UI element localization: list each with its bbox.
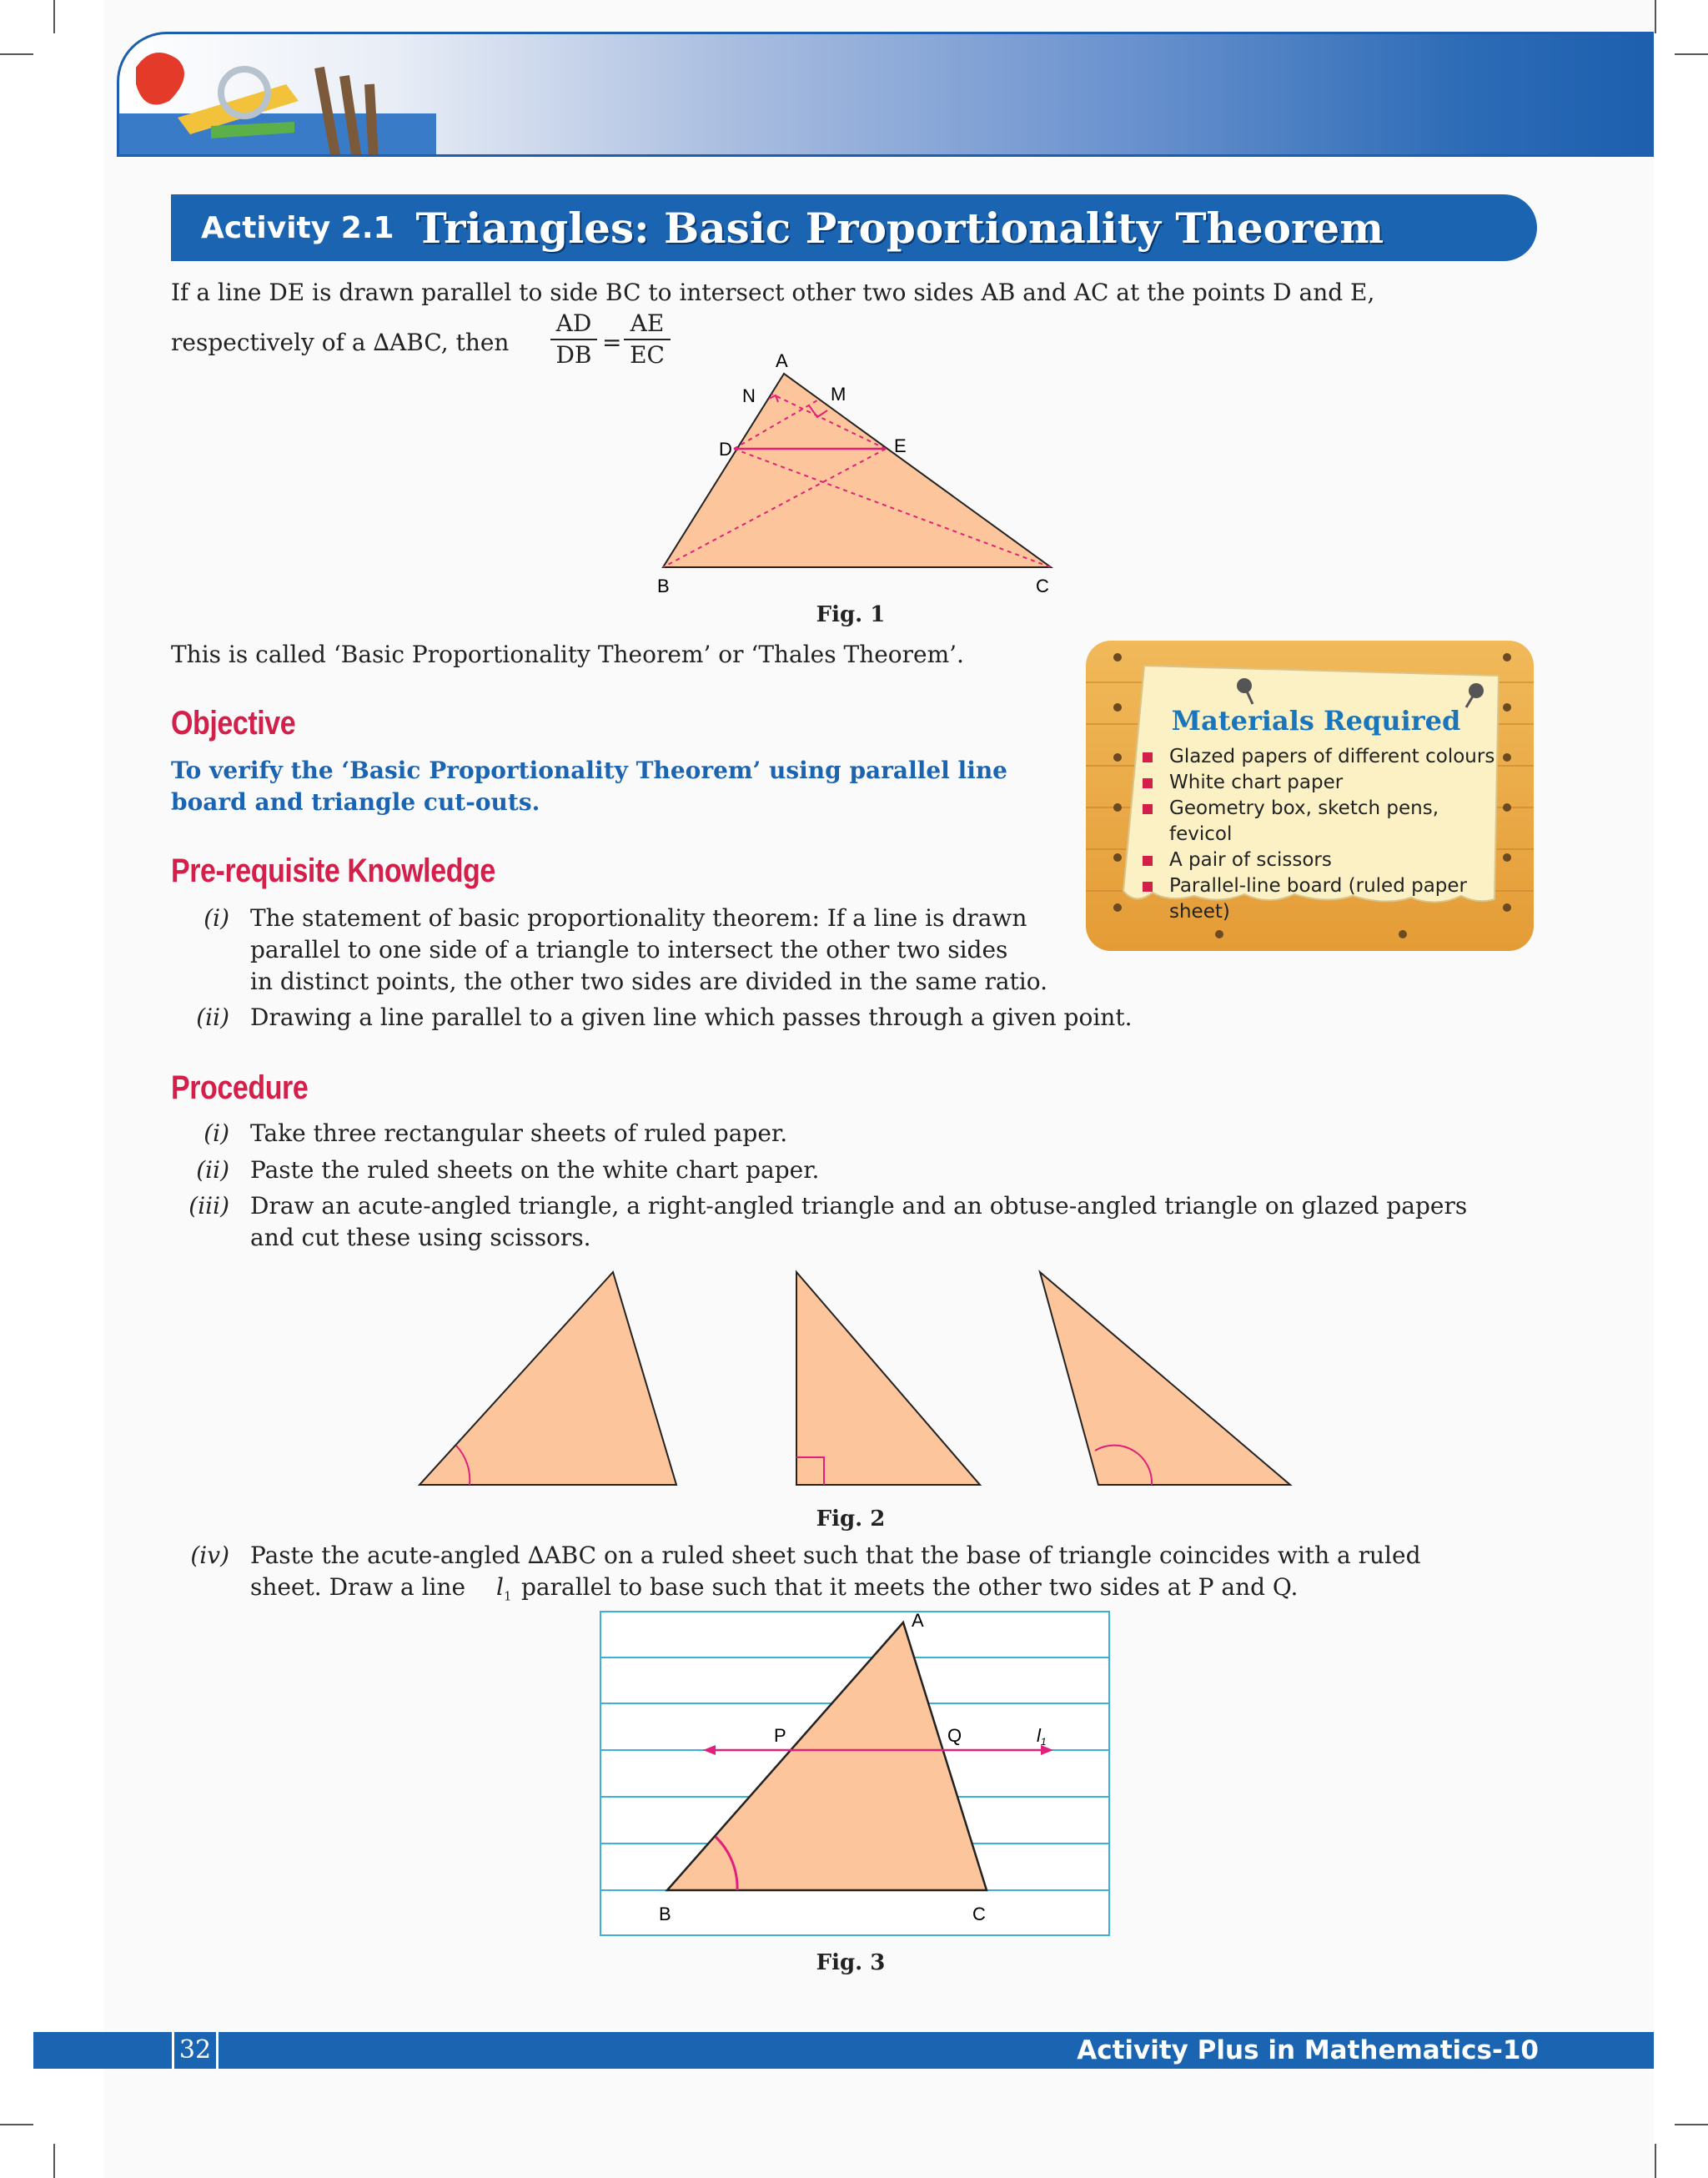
bullet-icon bbox=[1143, 778, 1153, 788]
crop-mark bbox=[0, 53, 33, 55]
fraction-denominator: DB bbox=[550, 339, 597, 370]
fig3-label-b: B bbox=[659, 1904, 671, 1924]
list-text: Draw an acute-angled triangle, a right-angled triangle and an obtuse-angled triangle on glazed papers bbox=[250, 1192, 1468, 1220]
procedure-item bbox=[171, 1190, 1547, 1257]
page-number: 32 bbox=[172, 2032, 219, 2069]
crop-mark bbox=[0, 2124, 33, 2125]
fig1-label-c: C bbox=[1036, 576, 1049, 596]
materials-item-text: A pair of scissors bbox=[1169, 849, 1332, 871]
fig1-caption: Fig. 1 bbox=[816, 602, 886, 627]
fig2-caption: Fig. 2 bbox=[816, 1506, 886, 1532]
list-text: parallel to one side of a triangle to intersect the other two sides bbox=[250, 936, 1008, 963]
prerequisite-heading: Pre-requisite Knowledge bbox=[171, 853, 495, 889]
procedure-heading: Procedure bbox=[171, 1069, 309, 1106]
fig3-label-c: C bbox=[972, 1904, 986, 1924]
fig1-label-a: A bbox=[776, 350, 788, 371]
fig1-label-e: E bbox=[894, 435, 907, 456]
list-number: (i) bbox=[203, 1119, 229, 1147]
crop-mark bbox=[1675, 53, 1708, 55]
fraction-numerator: AE bbox=[630, 309, 665, 337]
materials-item bbox=[1139, 796, 1498, 848]
fraction-denominator: EC bbox=[624, 339, 671, 370]
procedure-item bbox=[171, 1154, 1547, 1188]
list-number: (iii) bbox=[188, 1192, 229, 1220]
intro-line-2: respectively of a ∆ABC, then bbox=[171, 329, 510, 356]
figure-1-triangle bbox=[642, 350, 1076, 601]
equals-sign: = bbox=[602, 329, 622, 356]
fraction-numerator: AD bbox=[555, 309, 592, 337]
bullet-icon bbox=[1143, 804, 1153, 814]
materials-item bbox=[1139, 848, 1498, 873]
materials-item-text: Glazed papers of different colours bbox=[1169, 746, 1495, 767]
bullet-icon bbox=[1143, 882, 1153, 892]
fig3-label-a: A bbox=[912, 1610, 924, 1631]
fraction-ad-db bbox=[550, 309, 597, 370]
prerequisite-item bbox=[171, 1002, 1547, 1035]
list-text: and cut these using scissors. bbox=[250, 1224, 591, 1251]
list-number: (ii) bbox=[196, 1003, 229, 1031]
list-text: in distinct points, the other two sides are divided in the same ratio. bbox=[250, 968, 1048, 995]
fig1-label-n: N bbox=[742, 385, 756, 406]
list-text: Paste the ruled sheets on the white chart paper. bbox=[250, 1156, 820, 1184]
objective-text: To verify the ‘Basic Proportionality Theorem’ using parallel line board and triangle cut-outs. bbox=[171, 757, 1007, 816]
list-text: parallel to base such that it meets the other two sides at P and Q. bbox=[521, 1573, 1299, 1601]
book-title: Activity Plus in Mathematics-10 bbox=[1077, 2035, 1539, 2065]
l-letter: l bbox=[1037, 1725, 1041, 1746]
fig3-label-q: Q bbox=[947, 1725, 962, 1746]
line-l-symbol bbox=[496, 1572, 512, 1612]
list-number: (ii) bbox=[196, 1156, 229, 1184]
figure-3-ruled-triangle bbox=[599, 1610, 1111, 1937]
page-title: Triangles: Basic Proportionality Theorem bbox=[415, 203, 1384, 253]
bullet-icon bbox=[1143, 752, 1153, 762]
activity-label: Activity 2.1 bbox=[201, 210, 394, 245]
l-subscript: 1 bbox=[1040, 1736, 1047, 1748]
list-text: Paste the acute-angled ∆ABC on a ruled sheet such that the base of triangle coincides with a ruled bbox=[250, 1542, 1421, 1569]
materials-item-text: White chart paper bbox=[1169, 772, 1344, 793]
materials-item bbox=[1139, 744, 1498, 770]
crop-mark bbox=[1655, 2144, 1656, 2178]
materials-item-text: Parallel-line board (ruled paper sheet) bbox=[1169, 875, 1468, 923]
crop-mark bbox=[53, 2144, 55, 2178]
prerequisite-item bbox=[171, 903, 1547, 1003]
materials-list bbox=[1139, 744, 1498, 925]
procedure-item bbox=[171, 1118, 1547, 1151]
list-text: sheet. Draw a line bbox=[250, 1573, 466, 1601]
list-number: (i) bbox=[203, 904, 229, 932]
crop-mark bbox=[1655, 0, 1656, 33]
list-text: The statement of basic proportionality theorem: If a line is drawn bbox=[250, 904, 1027, 932]
fig1-label-m: M bbox=[831, 384, 846, 405]
activity-title-bar bbox=[171, 194, 1537, 261]
intro-line-1: If a line DE is drawn parallel to side BC to intersect other two sides AB and AC at the points D and E, bbox=[171, 279, 1375, 306]
stationery-illustration bbox=[119, 34, 436, 157]
fig1-label-b: B bbox=[657, 576, 670, 596]
crop-mark bbox=[1675, 2124, 1708, 2125]
figure-2-triangles bbox=[413, 1264, 1297, 1493]
top-banner bbox=[117, 32, 1654, 157]
crop-mark bbox=[53, 0, 55, 33]
materials-item-text: Geometry box, sketch pens, fevicol bbox=[1169, 797, 1439, 845]
materials-title: Materials Required bbox=[1171, 705, 1461, 737]
procedure-item bbox=[171, 1540, 1547, 1607]
fig1-label-d: D bbox=[719, 439, 732, 460]
l-letter: l bbox=[496, 1573, 504, 1601]
list-text: Drawing a line parallel to a given line which passes through a given point. bbox=[250, 1003, 1133, 1031]
fig3-caption: Fig. 3 bbox=[816, 1950, 886, 1975]
l-subscript: 1 bbox=[503, 1588, 512, 1604]
list-text: Take three rectangular sheets of ruled paper. bbox=[250, 1119, 788, 1147]
fig3-label-p: P bbox=[774, 1725, 786, 1746]
objective-heading: Objective bbox=[171, 705, 296, 742]
list-number: (iv) bbox=[190, 1542, 229, 1569]
materials-item bbox=[1139, 770, 1498, 796]
bullet-icon bbox=[1143, 856, 1153, 866]
theorem-name: This is called ‘Basic Proportionality Theorem’ or ‘Thales Theorem’. bbox=[171, 641, 964, 668]
